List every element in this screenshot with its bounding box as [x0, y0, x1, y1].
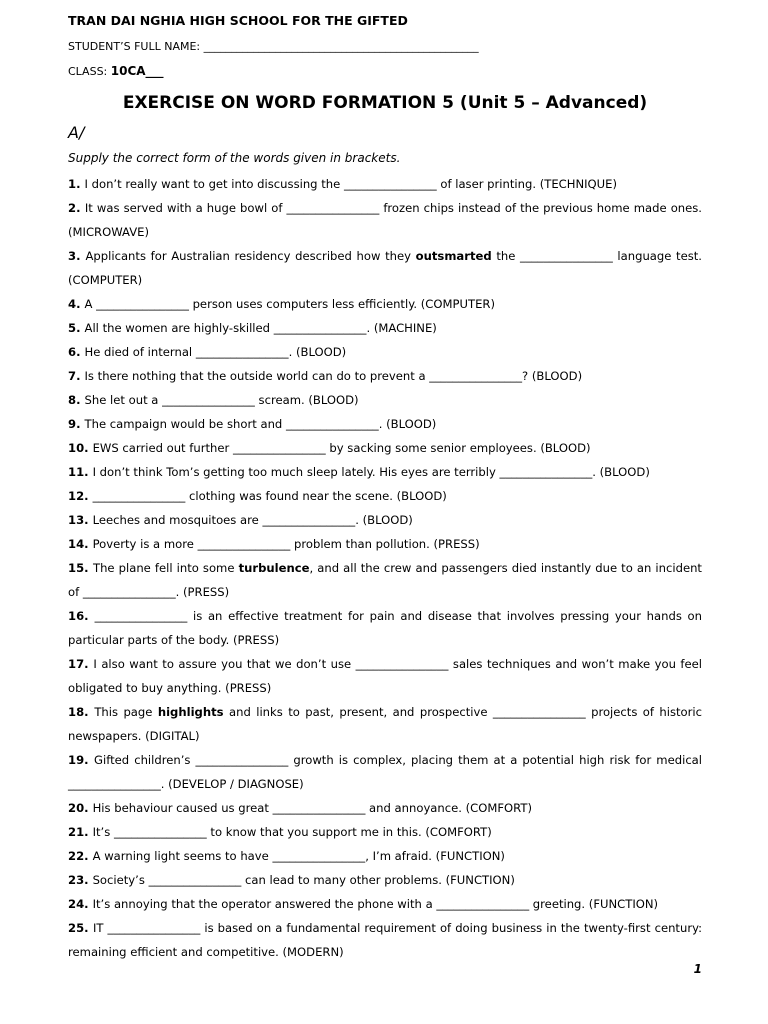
question-text: and annoyance. (COMFORT) [365, 801, 533, 815]
question-item [68, 436, 702, 460]
question-text: growth is complex, placing them at a potential high risk for medical [288, 753, 703, 767]
blank-line: ________________ [273, 321, 367, 335]
question-text: ? (BLOOD) [522, 369, 583, 383]
question-item [68, 508, 702, 532]
page-title: EXERCISE ON WORD FORMATION 5 (Unit 5 – Advanced) [122, 93, 648, 113]
question-text: He died of internal [84, 345, 196, 359]
question-text: turbulence [238, 561, 310, 575]
question-text: Gifted children’s [93, 753, 196, 767]
question-text: It’s annoying that the operator answered the phone with a [92, 897, 437, 911]
question-text: frozen chips instead of the previous home made ones. (MICROWAVE) [68, 201, 702, 239]
school-name: TRAN DAI NGHIA HIGH SCHOOL FOR THE GIFTED [68, 13, 408, 28]
student-name-line [68, 34, 702, 59]
question-number: 8. [68, 393, 85, 407]
question-number: 12. [68, 489, 93, 503]
question-text: projects of historic newspapers. (DIGITAL) [68, 705, 702, 743]
question-text: The campaign would be short and [84, 417, 286, 431]
questions-list [68, 172, 702, 964]
blank-line: ________________ [82, 585, 176, 599]
blank-line: ________________ [520, 249, 613, 263]
blank-line: ________________ [429, 369, 523, 383]
question-number: 16. [68, 609, 95, 623]
question-text: A warning light seems to have [92, 849, 273, 863]
question-text: It was served with a huge bowl of [84, 201, 287, 215]
student-name-blank-line: __________________________________________________ [203, 40, 479, 53]
question-item [68, 340, 702, 364]
question-item [68, 604, 702, 652]
question-item [68, 244, 702, 292]
question-item [68, 532, 702, 556]
question-text: greeting. (FUNCTION) [529, 897, 659, 911]
question-text: Applicants for Australian residency described how they [85, 249, 416, 263]
question-text: is an effective treatment for pain and disease that involves pressing your hands on particular parts of the body. (PRESS) [68, 609, 702, 647]
blank-line: ________________ [94, 609, 188, 623]
question-number: 15. [68, 561, 93, 575]
blank-line: ________________ [197, 537, 291, 551]
question-number: 3. [68, 249, 86, 263]
blank-line: ________________ [96, 297, 189, 311]
question-number: 18. [68, 705, 95, 719]
question-item [68, 892, 702, 916]
blank-line: ________________ [436, 897, 530, 911]
question-text: A [84, 297, 97, 311]
blank-line: ________________ [285, 417, 379, 431]
page-number: 1 [693, 962, 702, 976]
question-item [68, 652, 702, 700]
question-text: problem than pollution. (PRESS) [290, 537, 480, 551]
blank-line: ________________ [195, 753, 289, 767]
blank-line: ________________ [492, 705, 586, 719]
question-item [68, 412, 702, 436]
question-text: , I’m afraid. (FUNCTION) [365, 849, 505, 863]
question-item [68, 796, 702, 820]
question-text: person uses computers less efficiently. (COMPUTER) [188, 297, 495, 311]
question-text: Poverty is a more [92, 537, 198, 551]
blank-line: ________________ [68, 777, 161, 791]
question-number: 25. [68, 921, 93, 935]
question-text: Is there nothing that the outside world can do to prevent a [84, 369, 430, 383]
question-text: the [491, 249, 521, 263]
question-text: sales techniques and won’t make you feel obligated to buy anything. (PRESS) [68, 657, 703, 695]
question-item [68, 196, 702, 244]
question-number: 23. [68, 873, 93, 887]
question-number: 7. [68, 369, 85, 383]
question-text: clothing was found near the scene. (BLOOD) [185, 489, 447, 503]
question-item [68, 556, 702, 604]
question-text: This page [94, 705, 158, 719]
question-text: . (MACHINE) [366, 321, 437, 335]
question-text: and links to past, present, and prospective [223, 705, 493, 719]
question-text: , and all the crew and passengers died instantly due to an incident of [68, 561, 702, 599]
section-a-instruction: Supply the correct form of the words given in brackets. [68, 151, 401, 165]
question-text: It’s [92, 825, 114, 839]
question-number: 10. [68, 441, 93, 455]
question-text: language test. (COMPUTER) [68, 249, 702, 287]
question-text: . (BLOOD) [288, 345, 347, 359]
question-text: IT [92, 921, 108, 935]
question-text: can lead to many other problems. (FUNCTION) [241, 873, 515, 887]
student-name-label: STUDENT’S FULL NAME: [68, 40, 204, 53]
question-number: 24. [68, 897, 93, 911]
section-a-label: A/ [68, 123, 85, 142]
class-value: 10CA___ [110, 64, 164, 78]
blank-line: ________________ [92, 489, 186, 503]
question-text: The plane fell into some [92, 561, 239, 575]
blank-line: ________________ [499, 465, 593, 479]
blank-line: ________________ [195, 345, 289, 359]
question-item [68, 292, 702, 316]
blank-line: ________________ [272, 849, 366, 863]
question-text: highlights [157, 705, 224, 719]
question-number: 5. [68, 321, 85, 335]
question-number: 14. [68, 537, 93, 551]
question-number: 1. [68, 177, 85, 191]
class-label: CLASS: [68, 65, 111, 78]
question-text: Society’s [92, 873, 149, 887]
question-text: . (BLOOD) [355, 513, 413, 527]
blank-line: ________________ [113, 825, 207, 839]
question-text: to know that you support me in this. (COMFORT) [206, 825, 492, 839]
question-number: 22. [68, 849, 93, 863]
question-text: is based on a fundamental requirement of doing business in the twenty-first century: remaining efficient and competitive. (MODERN) [68, 921, 703, 959]
question-text: All the women are highly-skilled [84, 321, 274, 335]
blank-line: ________________ [262, 513, 356, 527]
question-number: 11. [68, 465, 93, 479]
question-number: 13. [68, 513, 93, 527]
question-item [68, 748, 702, 796]
question-text: scream. (BLOOD) [254, 393, 359, 407]
blank-line: ________________ [355, 657, 449, 671]
question-item [68, 364, 702, 388]
question-text: His behaviour caused us great [92, 801, 273, 815]
question-item [68, 820, 702, 844]
question-text: . (PRESS) [175, 585, 230, 599]
blank-line: ________________ [272, 801, 366, 815]
question-item [68, 844, 702, 868]
blank-line: ________________ [162, 393, 255, 407]
question-item [68, 916, 702, 964]
question-item [68, 700, 702, 748]
question-item [68, 484, 702, 508]
question-number: 21. [68, 825, 93, 839]
question-item [68, 316, 702, 340]
blank-line: ________________ [148, 873, 242, 887]
question-text: Leeches and mosquitoes are [92, 513, 263, 527]
question-number: 2. [68, 201, 85, 215]
question-text: She let out a [84, 393, 163, 407]
class-line [68, 59, 702, 84]
question-item [68, 172, 702, 196]
question-number: 4. [68, 297, 85, 311]
blank-line: ________________ [107, 921, 201, 935]
question-text: . (BLOOD) [378, 417, 437, 431]
question-text: I don’t really want to get into discussing the [84, 177, 344, 191]
question-text: EWS carried out further [92, 441, 233, 455]
question-number: 9. [68, 417, 85, 431]
question-item [68, 388, 702, 412]
question-item [68, 868, 702, 892]
question-number: 6. [68, 345, 85, 359]
blank-line: ________________ [343, 177, 437, 191]
question-number: 17. [68, 657, 94, 671]
question-text: I also want to assure you that we don’t use [93, 657, 356, 671]
question-text: . (DEVELOP / DIAGNOSE) [160, 777, 304, 791]
question-text: . (BLOOD) [592, 465, 650, 479]
question-number: 19. [68, 753, 94, 767]
question-text: of laser printing. (TECHNIQUE) [436, 177, 618, 191]
blank-line: ________________ [232, 441, 326, 455]
question-item [68, 460, 702, 484]
question-text: I don’t think Tom’s getting too much sleep lately. His eyes are terribly [92, 465, 500, 479]
question-text: by sacking some senior employees. (BLOOD) [325, 441, 591, 455]
blank-line: ________________ [286, 201, 380, 215]
question-number: 20. [68, 801, 93, 815]
question-text: outsmarted [415, 249, 492, 263]
